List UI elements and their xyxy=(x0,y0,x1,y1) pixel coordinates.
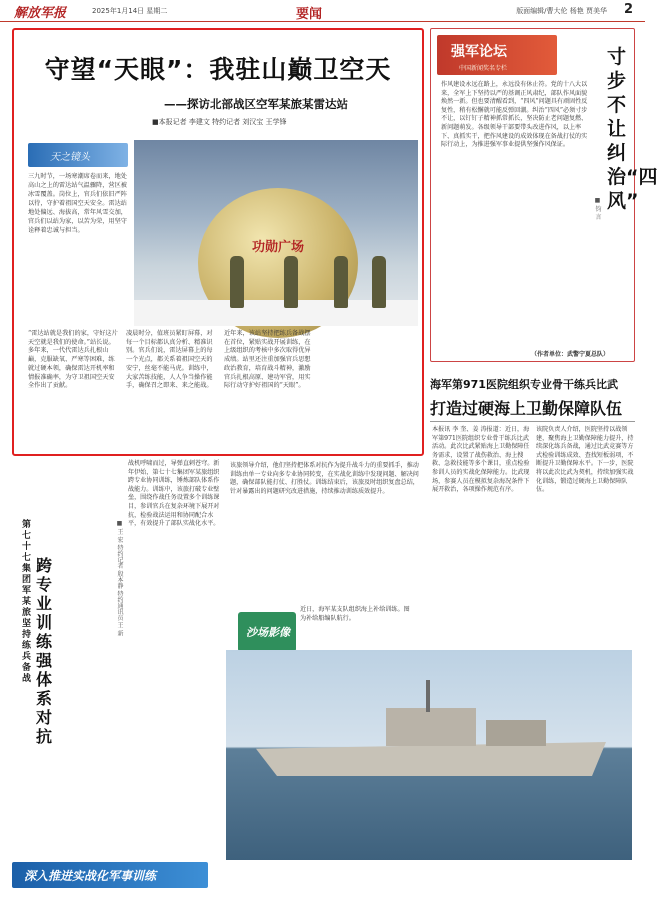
ship-deck xyxy=(386,708,476,746)
editors: 版面编辑/曹大伦 杨艳 贾美华 xyxy=(516,7,607,15)
feature-byline: ■本报记者 李建文 特约记者 刘汉宝 王学锋 xyxy=(152,118,287,126)
hospital-headline: 打造过硬海上卫勤保障队伍 xyxy=(430,399,623,418)
commentary-banner-title: 强军论坛 xyxy=(451,44,507,60)
hospital-column-2: 该院负责人介绍，医院坚持以战领建，聚焦海上卫勤保障能力提升，持续深化练兵备战，通过比武竞赛等方式检验训练成效、查找短板弱项，不断提升卫勤保障水平。下一步，医院将以此次比武为契机，持续加强实战化训练，锻造过硬海上卫勤保障队伍。 xyxy=(536,426,634,494)
soldier-figure xyxy=(230,256,244,308)
commentary-banner-sub: 中国新闻奖名专栏 xyxy=(459,65,508,72)
feature-headline: 守望“天眼”：我驻山巅卫空天 xyxy=(44,55,392,84)
training-article-title-block xyxy=(22,520,66,800)
commentary-source: （作者单位：武警宁夏总队） xyxy=(531,351,610,358)
photo-feature-tag-label: 沙场影像 xyxy=(246,626,290,639)
soldier-figure xyxy=(372,256,386,308)
section-title: 要闻 xyxy=(296,7,323,22)
feature-article xyxy=(12,28,424,456)
bottom-banner-text: 深入推进实战化军事训练 xyxy=(24,869,157,883)
training-kicker: 第七十七集团军某旅坚持练兵备战 xyxy=(22,520,32,684)
ship-mast xyxy=(426,680,430,712)
feature-tag-label: 天之镜头 xyxy=(50,152,90,163)
commentary-author: ■ 钧 言 xyxy=(594,197,601,220)
commentary-headline: 寸步不让纠治“四风” xyxy=(607,46,658,212)
commentary-banner xyxy=(437,35,557,75)
newspaper-logo: 解放军报 xyxy=(14,6,67,21)
divider xyxy=(430,421,635,422)
ship-bridge xyxy=(486,720,546,746)
masthead xyxy=(0,0,645,22)
feature-tag xyxy=(28,143,128,167)
radar-station-photo xyxy=(134,140,418,326)
soldier-figure xyxy=(334,256,348,308)
feature-column-2: “雷达站就是我们的家，守好这片天空就是我们的使命。”站长说。多年来，一代代雷达兵扎根山巅，克服缺氧、严寒等困难，练就过硬本领，确保雷达开机率和情报准确率，为守卫祖国空天安全作出了贡献。 xyxy=(28,330,118,390)
photo-feature-tag xyxy=(238,612,296,652)
training-column-1: 战机呼啸而过，导弹直刺苍穹。新年伊始，第七十七集团军某旅组织跨专业协同训练，锤炼部队体系作战能力。训练中，该旅打破专业壁垒，围绕作战任务设置多个训练课目，参训官兵在复杂环境下展开对抗，检验战法运用和协同配合水平，有效提升了部队实战化水平。 xyxy=(128,460,220,528)
soldier-figure xyxy=(284,256,298,308)
page-number: 2 xyxy=(623,2,633,17)
hospital-kicker: 海军第971医院组织专业骨干练兵比武 xyxy=(430,378,618,391)
feature-column-1: 三九时节，一场寒潮席卷而来，地处高山之上的雷达站气温骤降，营区被冰雪覆盖。岗位上，官兵们依旧严阵以待，守护着祖国空天安全。雷达站地处偏远、海拔高，常年风雪交加，官兵们以站为家，以苦为荣，用坚守诠释着忠诚与担当。 xyxy=(28,173,127,234)
training-column-2: 该旅领导介绍，他们坚持把体系对抗作为提升战斗力的重要抓手，推动训练由单一专业向多专业协同转变，在实战化训练中发现问题、解决问题，确保部队能打仗、打胜仗。训练结束后，该旅及时组织复盘总结，针对暴露出的问题研究改进措施，持续推动训练质效提升。 xyxy=(230,462,419,495)
training-headline: 跨专业训练 强体系对抗 xyxy=(36,556,53,746)
feature-column-3: 凌晨时分，值班员紧盯屏幕，对每一个目标都认真分析、精准识别。官兵们说，雷达屏幕上的每一个光点，都关系着祖国空天的安宁，丝毫不能马虎。训练中，大家苦练技能，人人争当操作能手，确保召之即来、来之能战。 xyxy=(126,330,213,390)
issue-date: 2025年1月14日 星期二 xyxy=(92,7,168,15)
commentary-article xyxy=(430,28,658,362)
commentary-body: 作风建设永远在路上，永远没有休止符。党的十八大以来，全军上下坚持以严的基调正风肃纪，部队作风面貌焕然一新。但也要清醒看到，“四风”问题具有顽固性反复性，稍有松懈就可能反弹回潮。纠治“四风”必须寸步不让，以钉钉子精神抓常抓长，坚决防止老问题复燃、新问题萌发。各级领导干部要带头改进作风，以上率下、真抓实干，把作风建设的成效体现在备战打仗的实际行动上，为推进强军事业提供坚强作风保证。 xyxy=(441,81,588,149)
feature-subtitle: ——探访北部战区空军某旅某雷达站 xyxy=(164,97,348,111)
training-authors: ■ 王 宏 特约记者 殷本静 特约通讯员 王 新 xyxy=(116,520,123,637)
bottom-banner xyxy=(12,862,208,888)
radome-sign: 功勋广场 xyxy=(252,240,305,255)
feature-column-4: 近年来，该站坚持把练兵备战摆在首位，紧贴实战开展训练，在上级组织的考核中多次取得优异成绩。站里还注重加强官兵思想政治教育，培育战斗精神，激励官兵扎根高原、建功军营，用实际行动守护好祖国的“天眼”。 xyxy=(224,330,311,390)
ship-hull xyxy=(256,742,606,776)
supply-ship-photo xyxy=(226,650,632,860)
photo-caption: 近日，海军某支队组织海上补给训练。图为补给船编队航行。 xyxy=(300,606,410,622)
hospital-column-1: 本报讯 李 奎、姜 涛报道：近日，海军第971医院组织专业骨干练兵比武活动。此次比武紧贴海上卫勤保障任务需求，设置了战伤救治、海上搜救、急救技能等多个课目，重点检验参训人员的实战化保障能力。比武现场，参赛人员在模拟复杂海况条件下展开救治，各项操作规范有序。 xyxy=(432,426,530,494)
